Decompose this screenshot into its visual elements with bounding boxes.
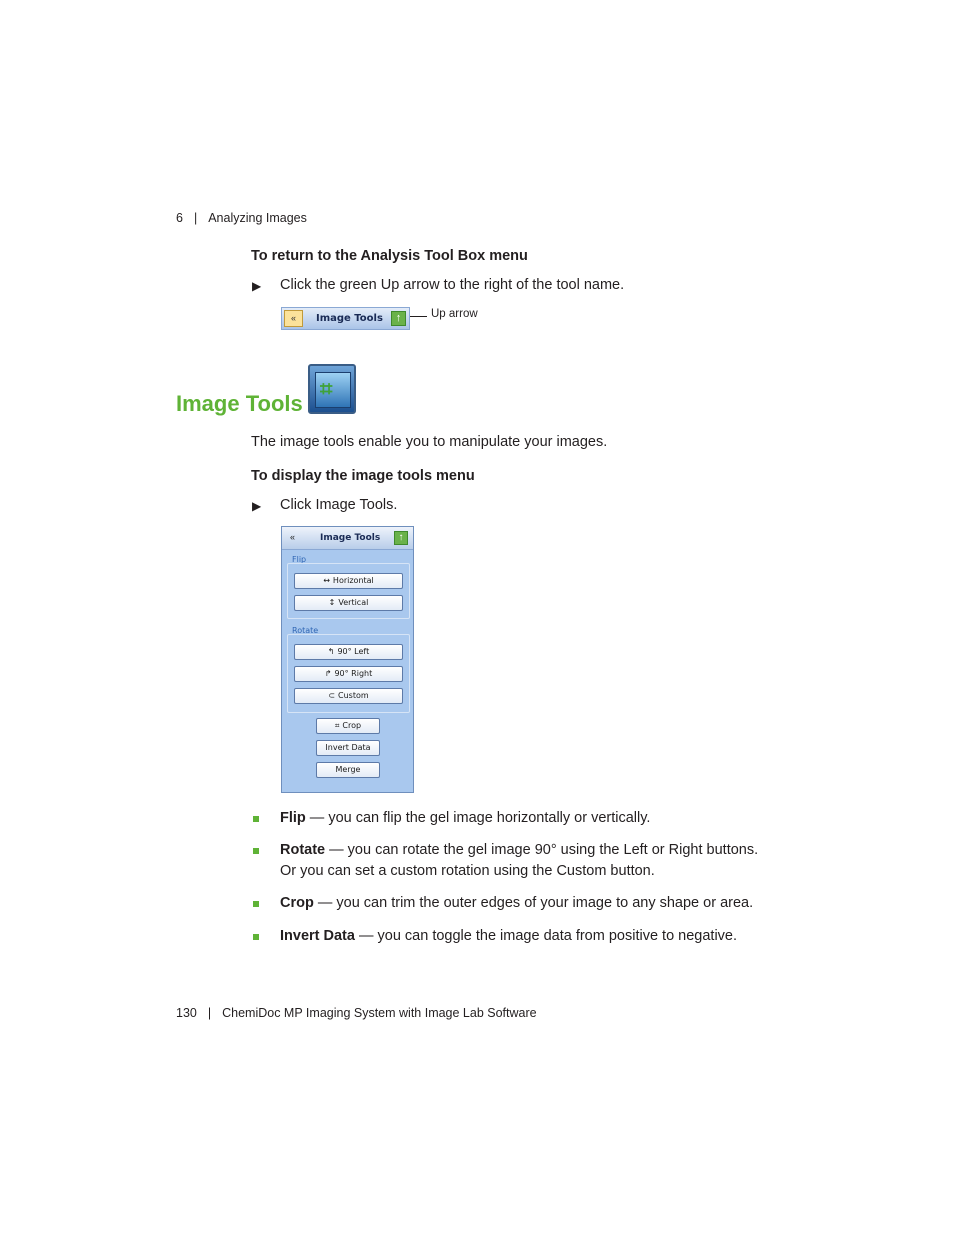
bullet-marker [253, 816, 259, 822]
header-separator: | [193, 211, 198, 225]
invert-data-button[interactable] [316, 740, 380, 756]
procedure-title-display: To display the image tools menu [251, 468, 475, 484]
panel-title: Image Tools [320, 533, 381, 543]
horizontal-arrows-icon: ↔ [323, 576, 330, 585]
flip-vertical-button[interactable] [294, 595, 403, 611]
button-label: Custom [338, 691, 369, 700]
section-heading: Image Tools [176, 391, 303, 416]
bullet-marker [253, 934, 259, 940]
bullet-description-continued: Or you can set a custom rotation using the Custom button. [280, 863, 655, 879]
running-header [176, 211, 307, 225]
panel-header [282, 527, 413, 550]
flip-horizontal-button[interactable] [294, 573, 403, 589]
bullet-marker [253, 848, 259, 854]
bullet-term: Rotate [280, 842, 326, 858]
vertical-arrows-icon: ↕ [328, 598, 336, 607]
callout-line [410, 316, 427, 317]
header-chapter: Analyzing Images [208, 211, 307, 225]
bullet-description: — you can trim the outer edges of your image to any shape or area. [313, 895, 754, 911]
image-tools-panel [281, 526, 414, 793]
bullet-term: Flip [280, 810, 306, 826]
up-arrow-icon[interactable]: ↑ [391, 311, 406, 326]
image-tools-toolbar [281, 307, 410, 330]
button-label: 90° Right [334, 669, 373, 678]
bullet-description: — you can toggle the image data from positive to negative. [354, 928, 738, 944]
rotate-custom-button[interactable] [294, 688, 403, 704]
rotate-left-icon: ↰ [327, 647, 335, 656]
merge-button[interactable] [316, 762, 380, 778]
step-text-display: Click Image Tools. [280, 497, 398, 513]
bullet-description: — you can rotate the gel image 90° using the Left or Right buttons. [325, 842, 759, 858]
bullet-marker [253, 901, 259, 907]
bullet-description: — you can flip the gel image horizontally or vertically. [305, 810, 651, 826]
footer-title: ChemiDoc MP Imaging System with Image Lab Software [222, 1006, 537, 1020]
back-arrow-icon[interactable]: « [284, 310, 303, 327]
footer-page-number: 130 [176, 1006, 197, 1020]
bullet-rotate [280, 840, 758, 882]
bullet-invert-data [280, 926, 737, 947]
step-marker: ▶ [252, 499, 262, 513]
rotate-group-label: Rotate [292, 626, 319, 635]
crop-icon: ⌗ [334, 721, 340, 730]
running-footer [176, 1006, 537, 1020]
button-label: Crop [342, 721, 362, 730]
bullet-term: Invert Data [280, 928, 355, 944]
button-label: 90° Left [337, 647, 370, 656]
button-label: Vertical [338, 598, 369, 607]
crop-button[interactable] [316, 718, 380, 734]
flip-group-label: Flip [292, 555, 307, 564]
intro-text: The image tools enable you to manipulate your images. [251, 434, 608, 450]
footer-separator: | [207, 1006, 212, 1020]
step-marker: ▶ [252, 279, 262, 293]
rotate-left-button[interactable] [294, 644, 403, 660]
up-arrow-icon[interactable]: ↑ [394, 531, 408, 545]
header-page-number: 6 [176, 211, 183, 225]
callout-up-arrow: Up arrow [431, 308, 478, 320]
crop-icon: ⌗ [308, 364, 356, 414]
rotate-right-icon: ↱ [324, 669, 332, 678]
button-label: Horizontal [332, 576, 374, 585]
step-text-return: Click the green Up arrow to the right of the tool name. [280, 277, 625, 293]
button-label: Invert Data [325, 743, 371, 752]
bullet-flip [280, 808, 650, 829]
bullet-crop [280, 893, 753, 914]
procedure-title-return: To return to the Analysis Tool Box menu [251, 248, 528, 264]
bullet-term: Crop [280, 895, 314, 911]
button-label: Merge [335, 765, 361, 774]
rotate-right-button[interactable] [294, 666, 403, 682]
custom-rotate-icon: ⊂ [328, 691, 336, 700]
back-arrow-icon[interactable]: « [290, 532, 296, 542]
toolbar-title: Image Tools [316, 313, 383, 324]
